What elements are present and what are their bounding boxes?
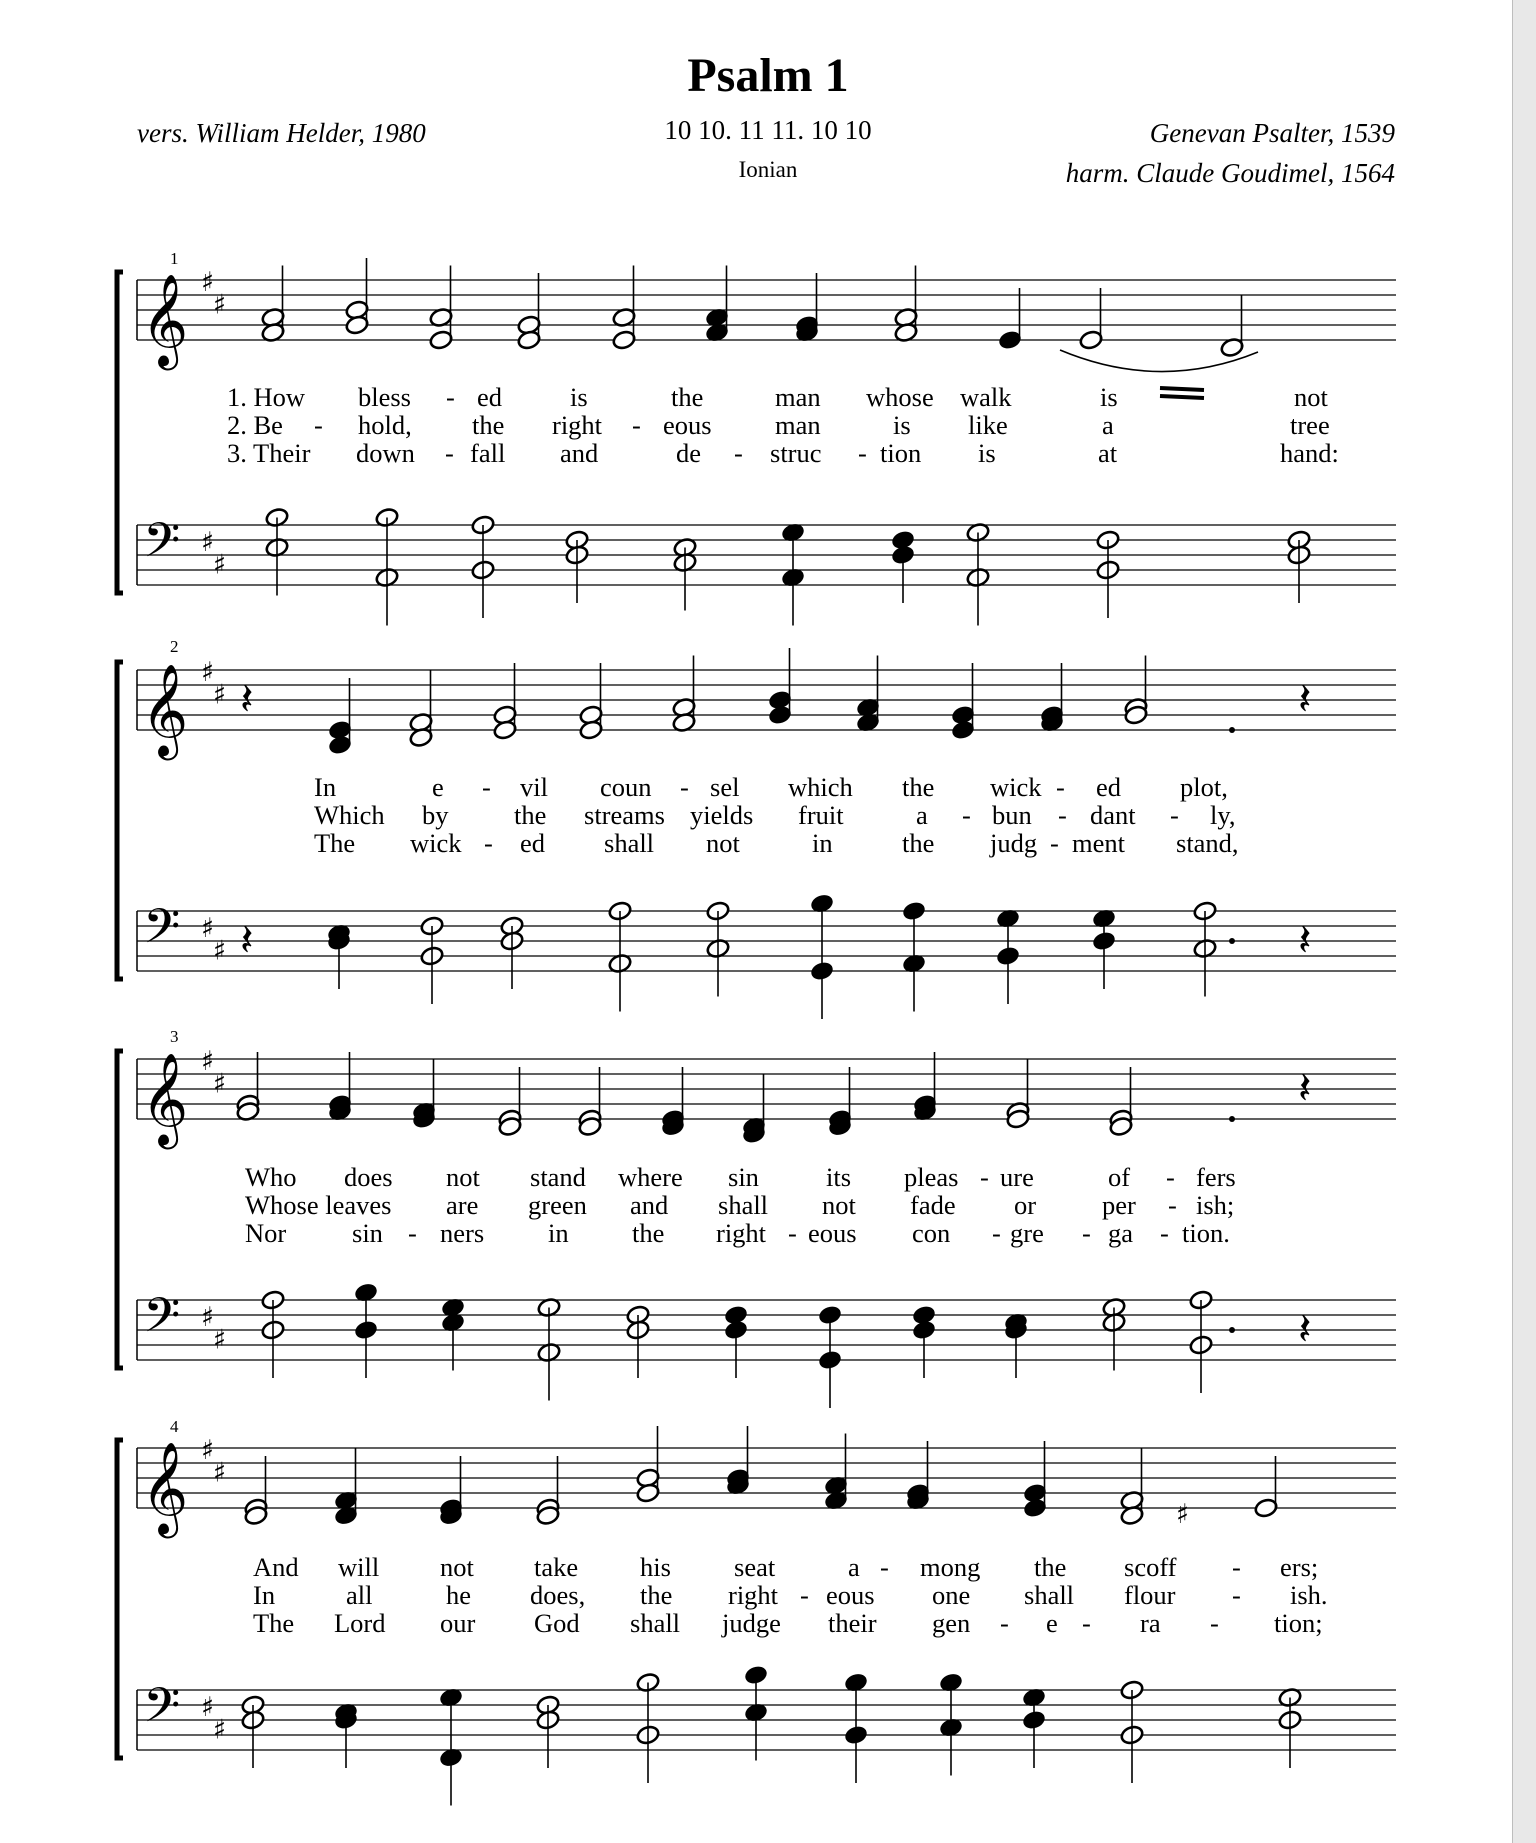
sharp-icon: ♯ [201,527,215,558]
lyric-syllable: like [968,410,1008,440]
tune-source-credit: Genevan Psalter, 1539 [1149,118,1395,148]
lyric-syllable: eous [663,410,712,440]
quarter-rest-icon: 𝄽 [1298,1063,1312,1114]
meter-label: 10 10. 11 11. 10 10 [664,115,872,145]
lyric-syllable: our [440,1608,476,1638]
lyric-syllable: 2. Be [227,410,283,440]
lyric-line-verse-2 [314,800,1236,830]
lyric-hyphen: - [1160,1218,1169,1248]
measure-number: 4 [170,1417,179,1436]
lyric-syllable: a [848,1552,860,1582]
quarter-rest-icon: 𝄽 [240,674,254,725]
lyric-syllable: ga [1108,1218,1134,1248]
lyric-syllable: pleas [904,1162,959,1192]
system-bracket [117,1051,123,1368]
lyric-syllable: the [902,772,935,802]
lyric-syllable: take [534,1552,579,1582]
lyric-syllable: The [314,828,356,858]
lyric-syllable: right [716,1218,767,1248]
lyric-syllable: ure [1000,1162,1034,1192]
lyric-syllable: or [1014,1190,1037,1220]
lyric-syllable: shall [604,828,655,858]
lyric-syllable: ment [1072,828,1125,858]
lyric-syllable: the [632,1218,665,1248]
lyric-syllable: the [671,382,704,412]
lyric-line-verse-2 [253,1580,1328,1610]
bass-clef-icon: 𝄢 [143,512,181,580]
lyric-syllable: are [446,1190,479,1220]
lyric-syllable: the [1034,1552,1067,1582]
lyric-hyphen: - [1000,1608,1009,1638]
lyric-hyphen: - [1210,1608,1219,1638]
quarter-rest-icon: 𝄽 [1298,674,1312,725]
lyric-syllable: by [422,800,449,830]
sharp-icon: ♯ [201,1046,215,1077]
lyric-line-verse-1 [245,1162,1236,1192]
lyric-syllable: eous [808,1218,857,1248]
lyric-syllable: streams [584,800,665,830]
lyric-syllable: bun [992,800,1032,830]
hymn-title: Psalm 1 [687,49,849,102]
bass-clef-icon: 𝄢 [143,898,181,966]
lyric-syllable: 3. Their [227,438,311,468]
lyric-syllable: man [775,382,821,412]
lyric-hyphen: - [1166,1162,1175,1192]
lyric-syllable: a [916,800,928,830]
augmentation-dot [1229,938,1235,944]
treble-clef-icon: 𝄞 [141,1052,189,1145]
lyric-hyphen: - [632,410,641,440]
lyric-syllable: tion; [1274,1608,1323,1638]
lyric-hyphen: - [1232,1552,1241,1582]
lyric-syllable: 1. How [227,382,306,412]
lyric-syllable: Which [314,800,385,830]
lyric-syllable: Who [245,1162,297,1192]
lyric-syllable: hold, [358,410,412,440]
lyric-hyphen: - [482,772,491,802]
lyric-syllable: con [912,1218,951,1248]
lyric-hyphen: - [1082,1218,1091,1248]
lyric-syllable: tree [1290,410,1330,440]
lyric-syllable: fruit [798,800,844,830]
lyric-hyphen: - [880,1552,889,1582]
lyric-syllable: right [552,410,603,440]
lyric-syllable: does, [530,1580,586,1610]
lyric-syllable: shall [718,1190,769,1220]
measure-number: 2 [170,637,179,656]
augmentation-dot [1229,1327,1235,1333]
augmentation-dot [1229,1116,1235,1122]
lyric-syllable: plot, [1180,772,1228,802]
lyric-syllable: man [775,410,821,440]
lyric-syllable: fall [470,438,506,468]
lyric-hyphen: - [408,1218,417,1248]
lyric-line-verse-3 [245,1218,1230,1248]
system-bracket [117,272,123,593]
lyric-syllable: at [1098,438,1118,468]
sharp-icon: ♯ [201,267,215,298]
lyric-syllable: Lord [334,1608,386,1638]
system-bracket [117,1440,123,1758]
lyric-syllable: ners [440,1218,485,1248]
sharp-icon: ♯ [213,1457,227,1489]
lyric-syllable: shall [1024,1580,1075,1610]
sharp-icon: ♯ [213,549,227,581]
lyric-syllable: whose [866,382,934,412]
versifier-credit: vers. William Helder, 1980 [137,118,426,148]
lyric-syllable: hand: [1280,438,1339,468]
treble-clef-icon: 𝄞 [141,1441,189,1534]
lyric-syllable: sin [352,1218,383,1248]
lyric-line-verse-1 [314,772,1228,802]
lyric-syllable: the [472,410,505,440]
lyric-syllable: right [728,1580,779,1610]
lyric-syllable: ly, [1210,800,1236,830]
lyric-syllable: one [932,1580,971,1610]
lyric-hyphen: - [992,1218,1001,1248]
lyric-syllable: Whose leaves [245,1190,392,1220]
lyric-hyphen: - [800,1580,809,1610]
sharp-icon: ♯ [201,1302,215,1333]
lyric-syllable: sel [710,772,740,802]
lyric-line-verse-1 [253,1552,1318,1582]
lyric-hyphen: - [1232,1580,1241,1610]
lyric-syllable: where [618,1162,683,1192]
system-bracket [117,662,123,979]
bass-clef-icon: 𝄢 [143,1287,181,1355]
lyric-syllable: will [338,1552,380,1582]
lyric-syllable: Nor [245,1218,287,1248]
lyric-hyphen: - [734,438,743,468]
harmonizer-credit: harm. Claude Goudimel, 1564 [1065,158,1395,188]
lyric-syllable: the [902,828,935,858]
lyric-syllable: flour [1124,1580,1176,1610]
lyric-syllable: ra [1140,1608,1161,1638]
sharp-icon: ♯ [213,1068,227,1100]
lyric-syllable: fers [1196,1162,1236,1192]
beam [1160,396,1204,398]
lyric-syllable: is [570,382,588,412]
lyric-hyphen: - [1168,1190,1177,1220]
lyric-syllable: e [432,772,444,802]
quarter-rest-icon: 𝄽 [1298,915,1312,966]
sharp-icon: ♯ [201,657,215,688]
measure-number: 3 [170,1027,179,1046]
lyric-line-verse-2 [227,410,1330,440]
lyric-syllable: is [1100,382,1118,412]
augmentation-dot [1229,727,1235,733]
lyric-syllable: ed [1096,772,1122,802]
system-4 [170,1417,1328,1638]
lyric-syllable: de [676,438,702,468]
lyric-hyphen: - [446,382,455,412]
quarter-rest-icon: 𝄽 [240,915,254,966]
lyric-syllable: stand, [1176,828,1239,858]
lyric-syllable: does [344,1162,393,1192]
lyric-syllable: yields [690,800,754,830]
lyric-syllable: wick [990,772,1042,802]
lyric-syllable: struc [770,438,822,468]
sharp-icon: ♯ [213,679,227,711]
lyric-hyphen: - [1050,828,1059,858]
sharp-icon: ♯ [213,935,227,967]
bass-clef-icon: 𝄢 [143,1677,181,1745]
lyric-syllable: ed [477,382,503,412]
lyric-syllable: all [346,1580,373,1610]
lyric-syllable: judg [990,828,1038,858]
lyric-syllable: In [253,1580,276,1610]
sharp-icon: ♯ [213,1714,227,1746]
lyric-syllable: mong [920,1552,981,1582]
lyric-syllable: not [1294,382,1328,412]
lyric-syllable: In [314,772,337,802]
lyric-line-verse-3 [314,828,1239,858]
lyric-syllable: in [548,1218,569,1248]
lyric-hyphen: - [484,828,493,858]
system-1 [170,249,1339,468]
lyric-syllable: And [253,1552,299,1582]
sharp-icon: ♯ [201,1692,215,1723]
treble-clef-icon: 𝄞 [141,273,189,366]
sharp-icon: ♯ [213,1324,227,1356]
lyric-hyphen: - [858,438,867,468]
lyric-syllable: of [1108,1162,1131,1192]
lyric-syllable: green [528,1190,587,1220]
lyric-syllable: he [446,1580,472,1610]
lyric-syllable: not [440,1552,474,1582]
lyric-syllable: shall [630,1608,681,1638]
lyric-syllable: bless [358,382,411,412]
lyric-syllable: gre [1010,1218,1044,1248]
lyric-syllable: tion. [1182,1218,1230,1248]
lyric-hyphen: - [1058,800,1067,830]
lyric-syllable: wick [410,828,462,858]
lyric-syllable: fade [910,1190,956,1220]
lyric-line-verse-2 [245,1190,1234,1220]
lyric-syllable: their [828,1608,877,1638]
lyric-hyphen: - [962,800,971,830]
lyric-hyphen: - [788,1218,797,1248]
lyric-syllable: walk [960,382,1012,412]
lyric-syllable: stand [530,1162,586,1192]
lyric-hyphen: - [445,438,454,468]
lyric-syllable: judge [722,1608,781,1638]
lyric-syllable: is [978,438,996,468]
lyric-syllable: ish; [1196,1190,1235,1220]
lyric-syllable: not [822,1190,856,1220]
lyric-syllable: tion [880,438,922,468]
measure-number: 1 [170,249,179,268]
lyric-syllable: in [812,828,833,858]
lyric-syllable: not [446,1162,480,1192]
lyric-hyphen: - [680,772,689,802]
lyric-syllable: ish. [1290,1580,1328,1610]
sharp-icon: ♯ [201,913,215,944]
lyric-syllable: coun [600,772,652,802]
lyric-hyphen: - [1170,800,1179,830]
lyric-syllable: and [560,438,599,468]
lyric-line-verse-3 [253,1608,1323,1638]
lyric-syllable: sin [728,1162,759,1192]
lyric-syllable: gen [932,1608,971,1638]
lyric-syllable: scoff [1124,1552,1177,1582]
sharp-icon: ♯ [1176,1499,1190,1530]
sharp-icon: ♯ [201,1435,215,1466]
lyric-syllable: per [1102,1190,1136,1220]
lyric-syllable: which [788,772,853,802]
lyric-syllable: is [893,410,911,440]
lyric-syllable: his [640,1552,671,1582]
quarter-rest-icon: 𝄽 [1298,1304,1312,1355]
lyric-hyphen: - [980,1162,989,1192]
lyric-syllable: dant [1090,800,1136,830]
mode-label: Ionian [738,157,798,182]
lyric-hyphen: - [1082,1608,1091,1638]
lyric-syllable: not [706,828,740,858]
lyric-syllable: seat [734,1552,776,1582]
system-3 [170,1027,1236,1248]
sharp-icon: ♯ [213,289,227,321]
lyric-syllable: God [534,1608,580,1638]
lyric-syllable: the [640,1580,673,1610]
lyric-syllable: The [253,1608,295,1638]
lyric-syllable: and [630,1190,669,1220]
lyric-syllable: e [1046,1608,1058,1638]
lyric-syllable: vil [520,772,548,802]
treble-clef-icon: 𝄞 [141,663,189,756]
lyric-line-verse-3 [227,438,1339,468]
lyric-syllable: its [826,1162,852,1192]
lyric-syllable: eous [826,1580,875,1610]
lyric-hyphen: - [314,410,323,440]
lyric-syllable: a [1102,410,1114,440]
lyric-syllable: the [514,800,547,830]
lyric-syllable: ers; [1280,1552,1319,1582]
beam [1160,388,1204,390]
lyric-hyphen: - [1056,772,1065,802]
lyric-syllable: down [356,438,415,468]
lyric-syllable: ed [520,828,546,858]
